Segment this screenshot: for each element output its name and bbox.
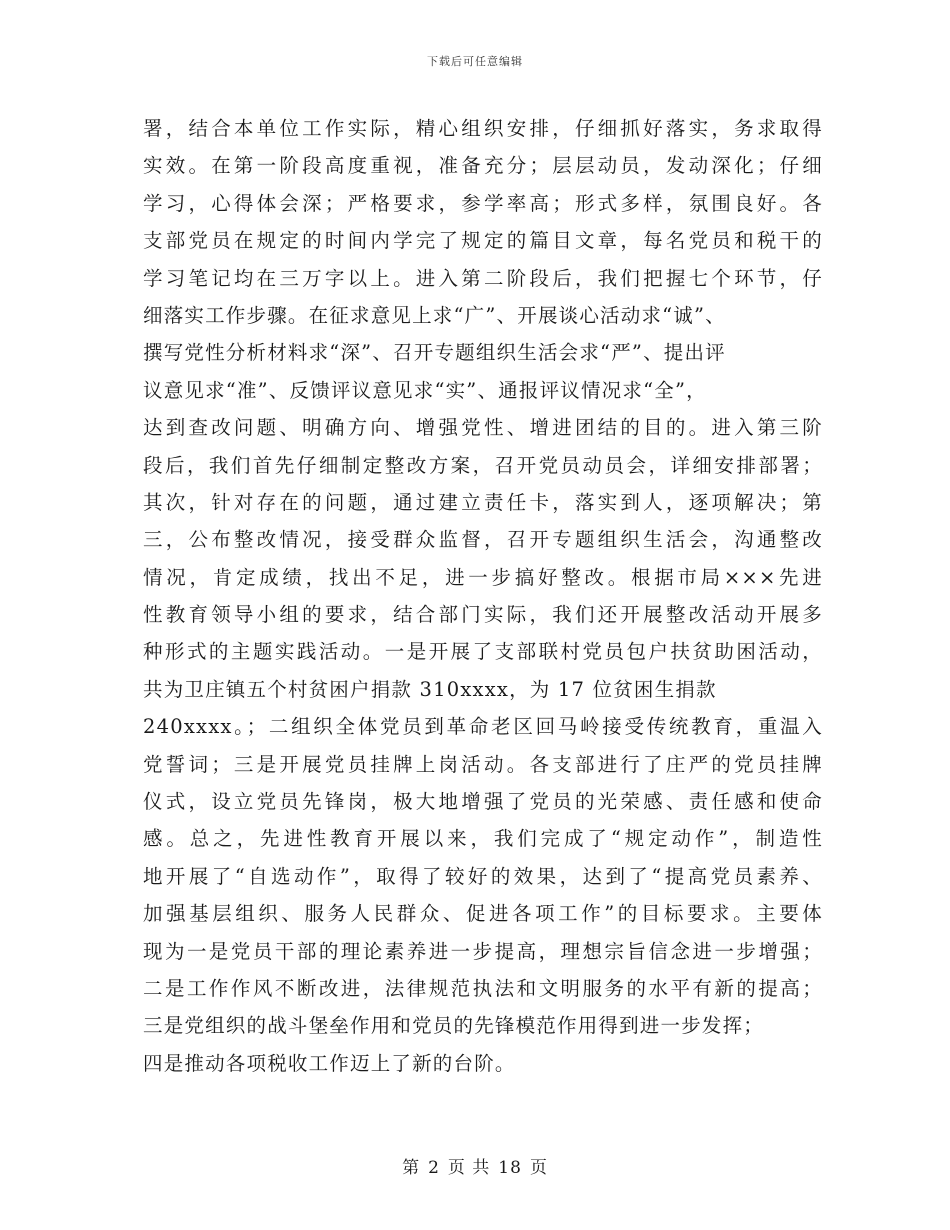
body-line: 学习笔记均在三万字以上。进入第二阶段后，我们把握七个环节，仔 bbox=[143, 266, 823, 290]
body-line: 支部党员在规定的时间内学完了规定的篇目文章，每名党员和税干的 bbox=[143, 229, 823, 253]
footer-prefix: 第 bbox=[402, 1158, 421, 1178]
body-line: 情况，肯定成绩，找出不足，进一步搞好整改。根据市局×××先进 bbox=[143, 565, 823, 589]
body-line: 四是推动各项税收工作迈上了新的台阶。 bbox=[143, 1051, 516, 1075]
body-line: 240xxxx。；二组织全体党员到革命老区回马岭接受传统教育，重温入 bbox=[143, 715, 823, 739]
page-header: 下载后可任意编辑 bbox=[427, 55, 523, 68]
body-line: 二是工作作风不断改进，法律规范执法和文明服务的水平有新的提高； bbox=[143, 976, 823, 1000]
body-line: 党誓词；三是开展党员挂牌上岗活动。各支部进行了庄严的党员挂牌 bbox=[143, 752, 823, 776]
body-line: 加强基层组织、服务人民群众、促进各项工作”的目标要求。主要体 bbox=[143, 902, 823, 926]
body-line: 学习，心得体会深；严格要求，参学率高；形式多样，氛围良好。各 bbox=[143, 191, 823, 215]
body-line: 署，结合本单位工作实际，精心组织安排，仔细抓好落实，务求取得 bbox=[143, 117, 823, 140]
footer-current-page: 2 bbox=[428, 1158, 440, 1178]
footer-suffix: 页 bbox=[529, 1158, 548, 1178]
body-line: 现为一是党员干部的理论素养进一步提高，理想宗旨信念进一步增强； bbox=[143, 939, 823, 963]
body-line: 达到查改问题、明确方向、增强党性、增进团结的目的。进入第三阶 bbox=[143, 416, 823, 440]
body-line: 议意见求“准”、反馈评议意见求“实”、通报评议情况求“全”， bbox=[143, 378, 707, 402]
body-line: 地开展了“自选动作”，取得了较好的效果，达到了“提高党员素养、 bbox=[143, 864, 823, 888]
body-line: 细落实工作步骤。在征求意见上求“广”、开展谈心活动求“诚”、 bbox=[143, 303, 726, 327]
body-line: 仪式，设立党员先锋岗，极大地增强了党员的光荣感、责任感和使命 bbox=[143, 790, 823, 814]
body-line: 性教育领导小组的要求，结合部门实际，我们还开展整改活动开展多 bbox=[143, 603, 823, 627]
body-line: 其次，针对存在的问题，通过建立责任卡，落实到人，逐项解决；第 bbox=[143, 490, 823, 514]
body-line: 三是党组织的战斗堡垒作用和党员的先锋模范作用得到进一步发挥； bbox=[143, 1014, 765, 1038]
body-line: 段后，我们首先仔细制定整改方案，召开党员动员会，详细安排部署； bbox=[143, 453, 823, 477]
footer-total-pages: 18 bbox=[498, 1158, 522, 1178]
body-line: 撰写党性分析材料求“深”、召开专题组织生活会求“严”、提出评 bbox=[143, 341, 726, 365]
footer-middle: 页 共 bbox=[447, 1158, 491, 1178]
body-line: 实效。在第一阶段高度重视，准备充分；层层动员，发动深化；仔细 bbox=[143, 154, 823, 178]
body-line: 三，公布整改情况，接受群众监督，召开专题组织生活会，沟通整改 bbox=[143, 528, 823, 552]
body-line: 共为卫庄镇五个村贫困户捐款 310xxxx，为 17 位贫困生捐款 bbox=[143, 677, 717, 701]
body-line: 感。总之，先进性教育开展以来，我们完成了“规定动作”，制造性 bbox=[143, 827, 823, 851]
body-line: 种形式的主题实践活动。一是开展了支部联村党员包户扶贫助困活动， bbox=[143, 640, 823, 664]
document-body bbox=[143, 110, 823, 1082]
page-number-footer bbox=[0, 1153, 950, 1178]
